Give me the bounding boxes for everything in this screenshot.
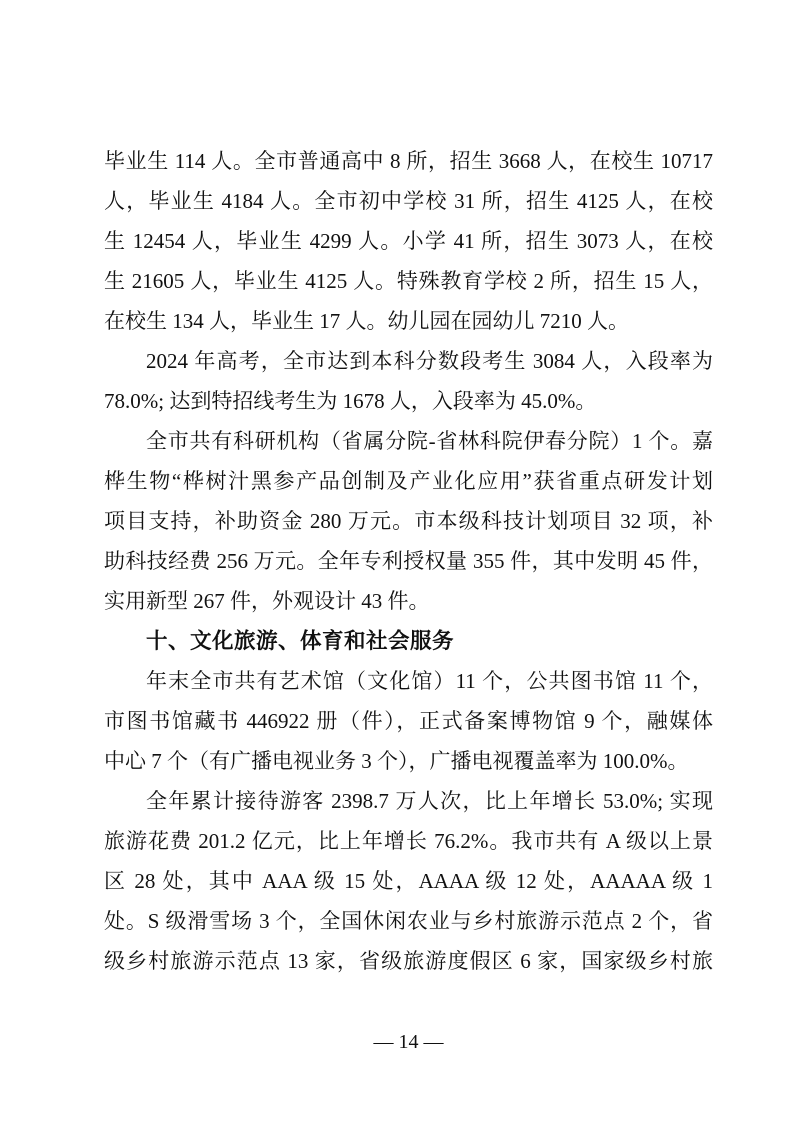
text-line: 助科技经费 256 万元。全年专利授权量 355 件，其中发明 45 件， bbox=[104, 549, 713, 573]
text-line: 人，毕业生 4184 人。全市初中学校 31 所，招生 4125 人，在校 bbox=[104, 189, 713, 213]
text-line: 毕业生 114 人。全市普通高中 8 所，招生 3668 人，在校生 10717 bbox=[104, 149, 713, 173]
text-line: 全市共有科研机构（省属分院-省林科院伊春分院）1 个。嘉 bbox=[146, 429, 713, 453]
text-line: 项目支持，补助资金 280 万元。市本级科技计划项目 32 项，补 bbox=[104, 509, 713, 533]
paragraph bbox=[104, 781, 713, 981]
paragraph bbox=[104, 421, 713, 621]
page-number: — 14 — bbox=[373, 1031, 444, 1053]
text-line: 生 12454 人，毕业生 4299 人。小学 41 所，招生 3073 人，在校 bbox=[104, 229, 713, 253]
text-line: 在校生 134 人，毕业生 17 人。幼儿园在园幼儿 7210 人。 bbox=[104, 309, 629, 333]
text-line: 实用新型 267 件，外观设计 43 件。 bbox=[104, 589, 430, 613]
text-line: 生 21605 人，毕业生 4125 人。特殊教育学校 2 所，招生 15 人， bbox=[104, 269, 713, 293]
text-line: 78.0%; 达到特招线考生为 1678 人，入段率为 45.0%。 bbox=[104, 389, 597, 413]
paragraph bbox=[104, 141, 713, 341]
text-line: 区 28 处，其中 AAA 级 15 处，AAAA 级 12 处，AAAAA 级 1 bbox=[104, 869, 713, 893]
page-footer bbox=[104, 1022, 713, 1062]
text-line: 2024 年高考，全市达到本科分数段考生 3084 人，入段率为 bbox=[146, 349, 713, 373]
text-line: 全年累计接待游客 2398.7 万人次，比上年增长 53.0%; 实现 bbox=[146, 789, 713, 813]
text-line: 桦生物“桦树汁黑参产品创制及产业化应用”获省重点研发计划 bbox=[104, 469, 713, 493]
text-line: 年末全市共有艺术馆（文化馆）11 个，公共图书馆 11 个， bbox=[146, 669, 713, 693]
text-line: 市图书馆藏书 446922 册（件），正式备案博物馆 9 个，融媒体 bbox=[104, 709, 713, 733]
text-line: 十、文化旅游、体育和社会服务 bbox=[146, 629, 455, 653]
paragraph bbox=[104, 661, 713, 781]
text-line: 旅游花费 201.2 亿元，比上年增长 76.2%。我市共有 A 级以上景 bbox=[104, 829, 713, 853]
paragraph bbox=[104, 341, 713, 421]
section-heading bbox=[104, 621, 713, 661]
document-body bbox=[104, 141, 713, 981]
text-line: 中心 7 个（有广播电视业务 3 个），广播电视覆盖率为 100.0%。 bbox=[104, 749, 689, 773]
text-line: 处。S 级滑雪场 3 个，全国休闲农业与乡村旅游示范点 2 个，省 bbox=[104, 909, 713, 933]
text-line: 级乡村旅游示范点 13 家，省级旅游度假区 6 家，国家级乡村旅 bbox=[104, 949, 713, 973]
